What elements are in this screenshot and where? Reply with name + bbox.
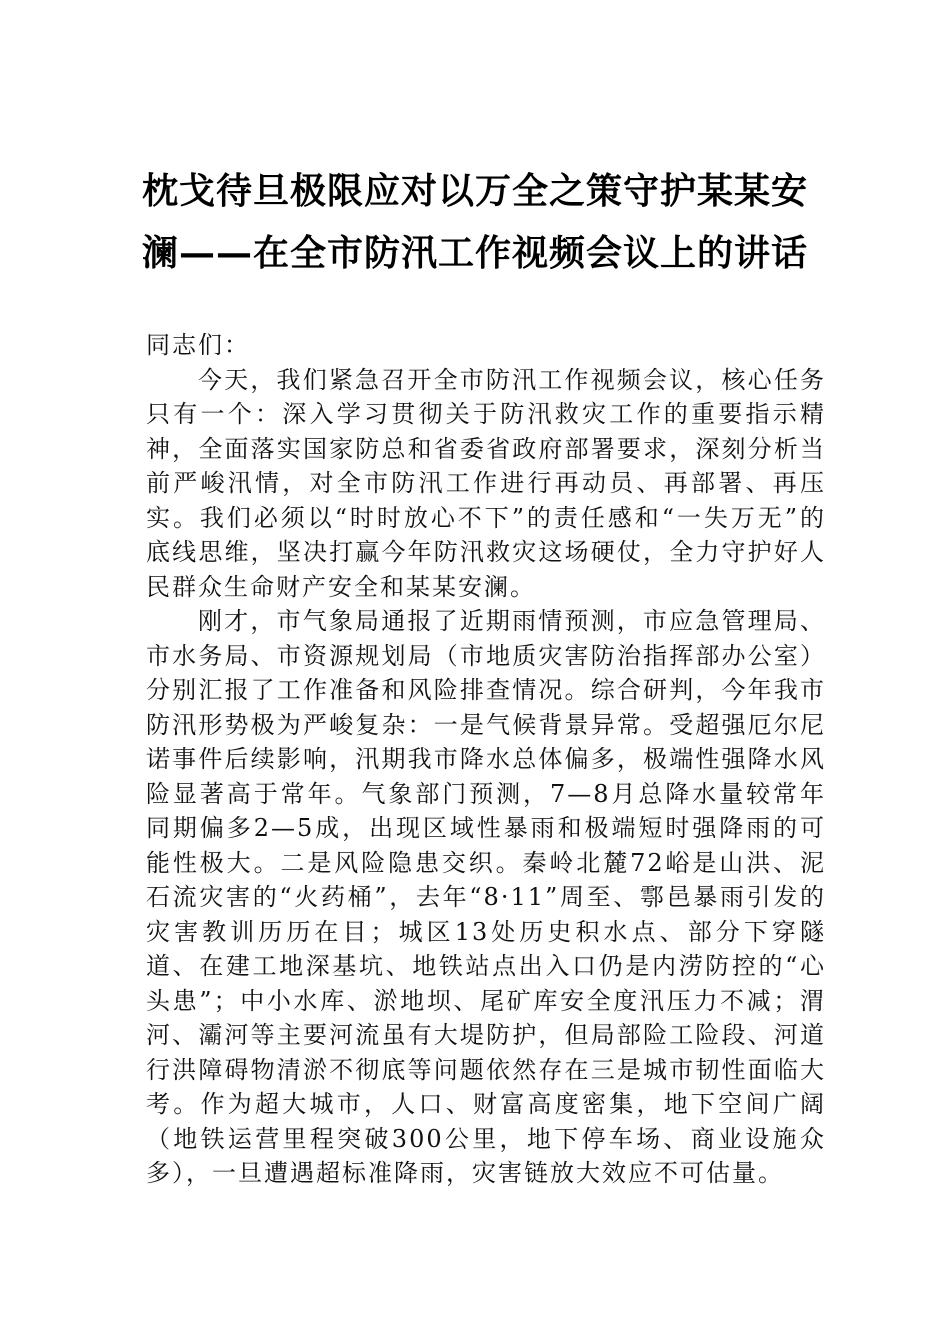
paragraph-1: 今天，我们紧急召开全市防汛工作视频会议，核心任务只有一个：深入学习贯彻关于防汛救灾工作的重要指示精神，全面落实国家防总和省委省政府部署要求，深刻分析当前严峻汛情，对全市防汛工作进行再动员、再部署、再压实。我们必须以“时时放心不下”的责任感和“一失万无”的底线思维，坚决打赢今年防汛救灾这场硬仗，全力守护好人民群众生命财产安全和某某安澜。 xyxy=(146,365,826,601)
document-title xyxy=(120,160,830,284)
title-line-2: 澜——在全市防汛工作视频会议上的讲话 xyxy=(141,232,808,274)
paragraph-2: 刚才，市气象局通报了近期雨情预测，市应急管理局、市水务局、市资源规划局（市地质灾害防治指挥部办公室）分别汇报了工作准备和风险排查情况。综合研判，今年我市防汛形势极为严峻复杂：一是气候背景异常。受超强厄尔尼诺事件后续影响，汛期我市降水总体偏多，极端性强降水风险显著高于常年。气象部门预测，7—8月总降水量较常年同期偏多2—5成，出现区域性暴雨和极端短时强降雨的可能性极大。二是风险隐患交织。秦岭北麓72峪是山洪、泥石流灾害的“火药桶”，去年“8·11”周至、鄠邑暴雨引发的灾害教训历历在目；城区13处历史积水点、部分下穿隧道、在建工地深基坑、地铁站点出入口仍是内涝防控的“心头患”；中小水库、淤地坝、尾矿库安全度汛压力不减；渭河、灞河等主要河流虽有大堤防护，但局部险工险段、河道行洪障碍物清淤不彻底等问题依然存在三是城市韧性面临大考。作为超大城市，人口、财富高度密集，地下空间广阔（地铁运营里程突破300公里，地下停车场、商业设施众多），一旦遭遇超标准降雨，灾害链放大效应不可估量。 xyxy=(146,607,826,1187)
title-line-1: 枕戈待旦极限应对以万全之策守护某某安 xyxy=(141,170,808,212)
document-body xyxy=(146,328,826,1191)
greeting: 同志们： xyxy=(146,331,250,359)
